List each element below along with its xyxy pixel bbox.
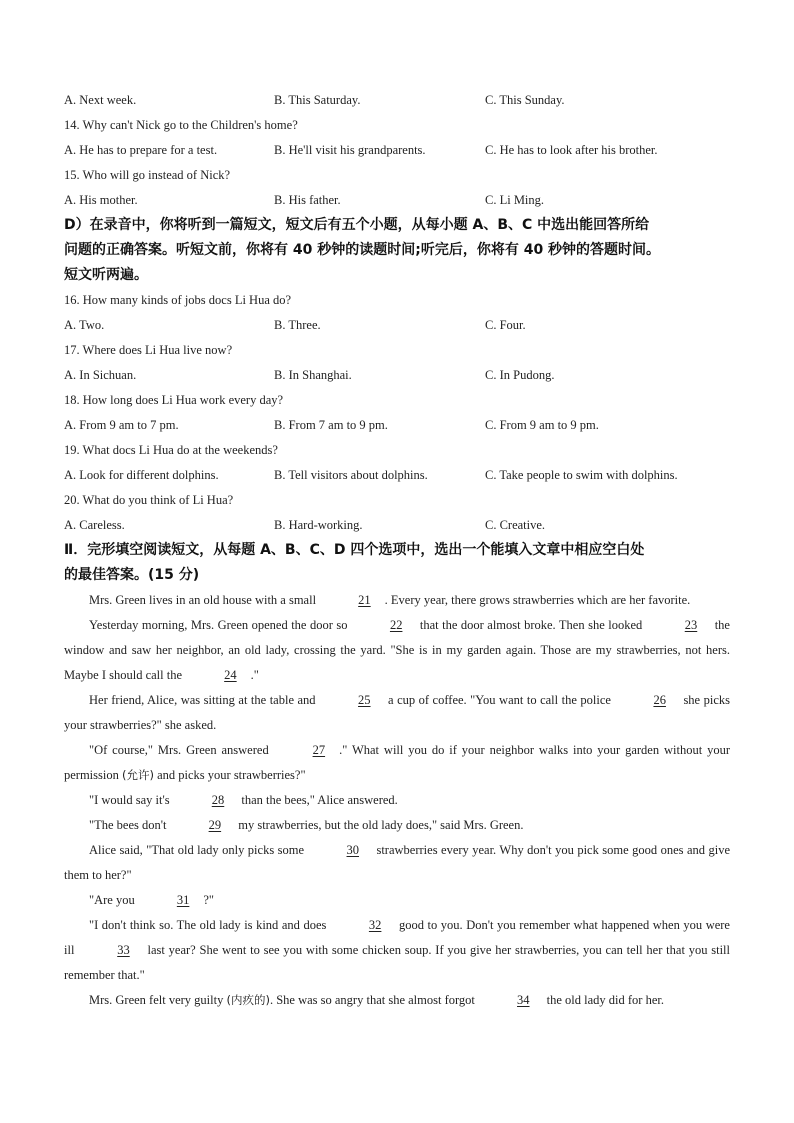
passage-text: Her friend, Alice, was sitting at the table and (89, 693, 320, 707)
q18-option-c: C. From 9 am to 9 pm. (485, 418, 599, 432)
passage-paragraph-3 (64, 688, 730, 738)
blank-34: 34 (517, 993, 530, 1007)
cloze-passage (64, 588, 730, 1013)
passage-text: Yesterday morning, Mrs. Green opened the door so (89, 618, 351, 632)
passage-text: ?" (203, 893, 214, 907)
exam-page (64, 88, 730, 1013)
passage-text: my strawberries, but the old lady does," said Mrs. Green. (235, 818, 524, 832)
section-d-instructions (64, 213, 730, 288)
passage-paragraph-9 (64, 913, 730, 988)
q15-stem: 15. Who will go instead of Nick? (64, 168, 231, 182)
passage-paragraph-2 (64, 613, 730, 688)
gloss-permission: (允许) (121, 768, 154, 782)
passage-text: and picks your strawberries?" (153, 768, 306, 782)
q15-option-a: A. His mother. (64, 193, 138, 207)
q20-stem: 20. What do you think of Li Hua? (64, 493, 234, 507)
q19-option-b: B. Tell visitors about dolphins. (274, 468, 428, 482)
passage-paragraph-5 (64, 788, 730, 813)
passage-text: Mrs. Green felt very guilty (89, 993, 227, 1007)
q19-stem: 19. What docs Li Hua do at the weekends? (64, 443, 278, 457)
passage-text: the window and saw her neighbor, an old lady, crossing the yard. "She is in my garden again. Those are my strawberries, not hers. Maybe I should call the (64, 618, 730, 682)
q13-options (64, 88, 730, 113)
passage-paragraph-4 (64, 738, 730, 788)
blank-30: 30 (346, 843, 360, 857)
passage-text: "Are you (89, 893, 138, 907)
blank-29: 29 (208, 818, 222, 832)
passage-paragraph-6 (64, 813, 730, 838)
q16-options (64, 313, 730, 338)
blank-23: 23 (684, 618, 698, 632)
passage-text: strawberries every year. Why don't you pick some good ones and give them to her?" (64, 843, 731, 882)
q15-option-c: C. Li Ming. (485, 193, 545, 207)
passage-text: last year? She went to see you with some chicken soup. If you give her strawberries, you can tell her that you still remember that." (64, 943, 731, 982)
q18-stem: 18. How long does Li Hua work every day? (64, 393, 284, 407)
passage-text: good to you. Don't you remember what happened when you were ill (64, 918, 730, 957)
passage-paragraph-8 (64, 888, 730, 913)
q17-option-b: B. In Shanghai. (274, 368, 352, 382)
q19-option-c: C. Take people to swim with dolphins. (485, 468, 678, 482)
q17-option-c: C. In Pudong. (485, 368, 555, 382)
passage-text: "Of course," Mrs. Green answered (89, 743, 274, 757)
passage-text: . Every year, there grows strawberries which are her favorite. (384, 593, 691, 607)
blank-21: 21 (358, 593, 371, 607)
passage-paragraph-7 (64, 838, 730, 888)
q17-option-a: A. In Sichuan. (64, 368, 137, 382)
blank-22: 22 (389, 618, 403, 632)
section-d-line-1: D）在录音中，你将听到一篇短文，短文后有五个小题，从每小题 A、B、C 中选出能回答所给 (64, 217, 650, 233)
q17-stem: 17. Where does Li Hua live now? (64, 343, 233, 357)
blank-33: 33 (117, 943, 130, 957)
passage-text: ." What will you do if your neighbor walks into your garden without your permission (64, 743, 730, 782)
q17-options (64, 363, 730, 388)
passage-text: "The bees don't (89, 818, 170, 832)
q18-option-b: B. From 7 am to 9 pm. (274, 418, 388, 432)
q15-option-b: B. His father. (274, 193, 341, 207)
section-d-line-2: 问题的正确答案。听短文前，你将有 40 秒钟的读题时间;听完后，你将有 40 秒钟的答题时间。 (64, 242, 661, 258)
q20-option-a: A. Careless. (64, 518, 125, 532)
blank-26: 26 (653, 693, 666, 707)
passage-text: Alice said, "That old lady only picks some (89, 843, 308, 857)
passage-text: "I don't think so. The old lady is kind and does (89, 918, 330, 932)
q16-option-c: C. Four. (485, 318, 526, 332)
q15-options (64, 188, 730, 213)
blank-28: 28 (211, 793, 225, 807)
q14-option-b: B. He'll visit his grandparents. (274, 143, 426, 157)
q14-option-c: C. He has to look after his brother. (485, 143, 658, 157)
blank-25: 25 (358, 693, 371, 707)
q14-option-a: A. He has to prepare for a test. (64, 143, 218, 157)
passage-text: the old lady did for her. (543, 993, 664, 1007)
q13-option-c: C. This Sunday. (485, 93, 565, 107)
q20-options (64, 513, 730, 538)
passage-text: she picks your strawberries?" she asked. (64, 693, 730, 732)
passage-text: ." (250, 668, 259, 682)
q18-option-a: A. From 9 am to 7 pm. (64, 418, 179, 432)
passage-text: that the door almost broke. Then she looked (416, 618, 646, 632)
passage-text: than the bees," Alice answered. (238, 793, 398, 807)
passage-text: "I would say it's (89, 793, 173, 807)
section-ii-line-1: Ⅱ．完形填空阅读短文，从每题 A、B、C、D 四个选项中，选出一个能填入文章中相应空白处 (64, 542, 645, 558)
passage-paragraph-1 (64, 588, 730, 613)
blank-32: 32 (368, 918, 382, 932)
q16-option-a: A. Two. (64, 318, 105, 332)
gloss-guilty: (内疚的) (226, 993, 270, 1007)
passage-text: Mrs. Green lives in an old house with a small (89, 593, 320, 607)
blank-27: 27 (312, 743, 326, 757)
blank-24: 24 (224, 668, 237, 682)
q19-options (64, 463, 730, 488)
q20-option-b: B. Hard-working. (274, 518, 363, 532)
section-ii-instructions (64, 538, 730, 588)
q13-option-a: A. Next week. (64, 93, 137, 107)
passage-text: a cup of coffee. "You want to call the police (384, 693, 615, 707)
blank-31: 31 (176, 893, 190, 907)
q16-option-b: B. Three. (274, 318, 321, 332)
q20-option-c: C. Creative. (485, 518, 546, 532)
q13-option-b: B. This Saturday. (274, 93, 361, 107)
passage-text: . She was so angry that she almost forgot (269, 993, 479, 1007)
q19-option-a: A. Look for different dolphins. (64, 468, 219, 482)
section-ii-line-2: 的最佳答案。(15 分) (64, 567, 200, 583)
q14-stem: 14. Why can't Nick go to the Children's home? (64, 118, 298, 132)
passage-paragraph-10 (64, 988, 730, 1013)
q18-options (64, 413, 730, 438)
section-d-line-3: 短文听两遍。 (64, 267, 148, 283)
q14-options (64, 138, 730, 163)
q16-stem: 16. How many kinds of jobs docs Li Hua do? (64, 293, 292, 307)
